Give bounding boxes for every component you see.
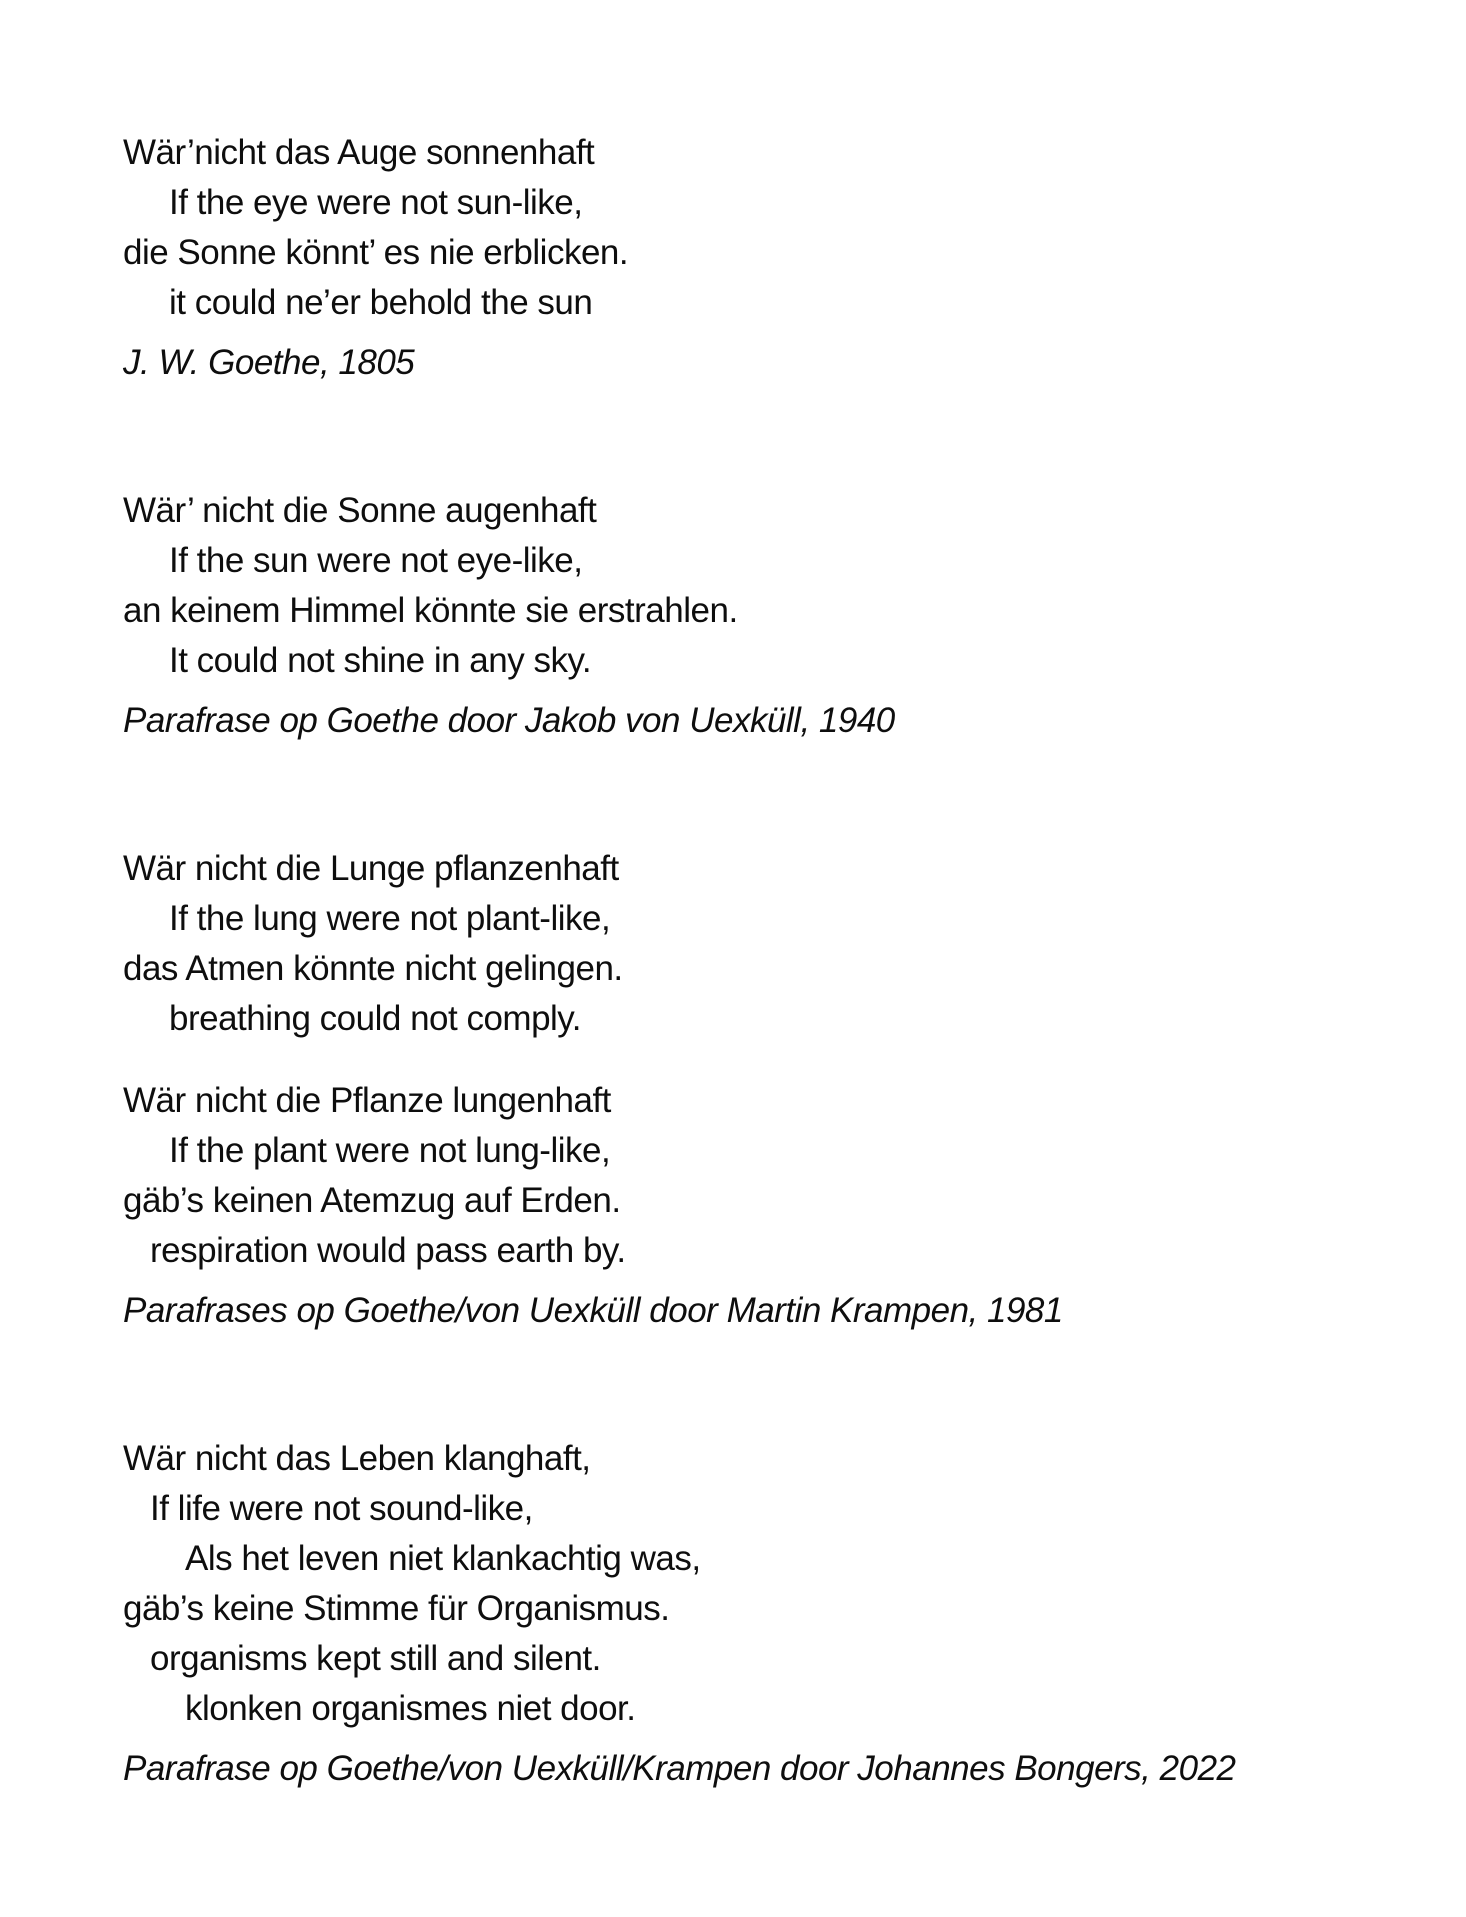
attribution: Parafrase op Goethe/von Uexküll/Krampen door Johannes Bongers, 2022 [123, 1749, 1236, 1788]
poem-line: die Sonne könnt’ es nie erblicken. [123, 233, 629, 272]
poem-line: If the lung were not plant-like, [169, 899, 611, 938]
poem-line: das Atmen könnte nicht gelingen. [123, 949, 623, 988]
poem-line: If the eye were not sun-like, [169, 183, 583, 222]
poem-line: Wär’nicht das Auge sonnenhaft [123, 133, 595, 172]
stanza-uexkull-1940 [123, 486, 1406, 746]
stanza-krampen-1981-a [123, 844, 1406, 1044]
poem-line: Wär nicht die Lunge pflanzenhaft [123, 849, 619, 888]
poem-line: If the plant were not lung-like, [169, 1131, 611, 1170]
attribution: Parafrases op Goethe/von Uexküll door Martin Krampen, 1981 [123, 1291, 1063, 1330]
poem-line: Wär’ nicht die Sonne augenhaft [123, 491, 597, 530]
poem-line: Wär nicht das Leben klanghaft, [123, 1439, 591, 1478]
stanza-bongers-2022 [123, 1434, 1406, 1794]
attribution: J. W. Goethe, 1805 [123, 343, 415, 382]
attribution: Parafrase op Goethe door Jakob von Uexküll, 1940 [123, 701, 895, 740]
poem-line: an keinem Himmel könnte sie erstrahlen. [123, 591, 738, 630]
stanza-goethe-1805 [123, 128, 1406, 388]
poem-line: gäb’s keinen Atemzug auf Erden. [123, 1181, 621, 1220]
poem-line: it could ne’er behold the sun [169, 283, 593, 322]
poem-line: Als het leven niet klankachtig was, [185, 1539, 701, 1578]
poem-line: Wär nicht die Pflanze lungenhaft [123, 1081, 611, 1120]
poem-line: gäb’s keine Stimme für Organismus. [123, 1589, 670, 1628]
poem-line: breathing could not comply. [169, 999, 581, 1038]
poem-line: If the sun were not eye-like, [169, 541, 583, 580]
poem-line: organisms kept still and silent. [150, 1639, 601, 1678]
poem-line: respiration would pass earth by. [150, 1231, 626, 1270]
poem-line: If life were not sound-like, [150, 1489, 533, 1528]
stanza-krampen-1981-b [123, 1076, 1406, 1336]
poem-line: klonken organismes niet door. [185, 1689, 636, 1728]
poem-line: It could not shine in any sky. [169, 641, 592, 680]
